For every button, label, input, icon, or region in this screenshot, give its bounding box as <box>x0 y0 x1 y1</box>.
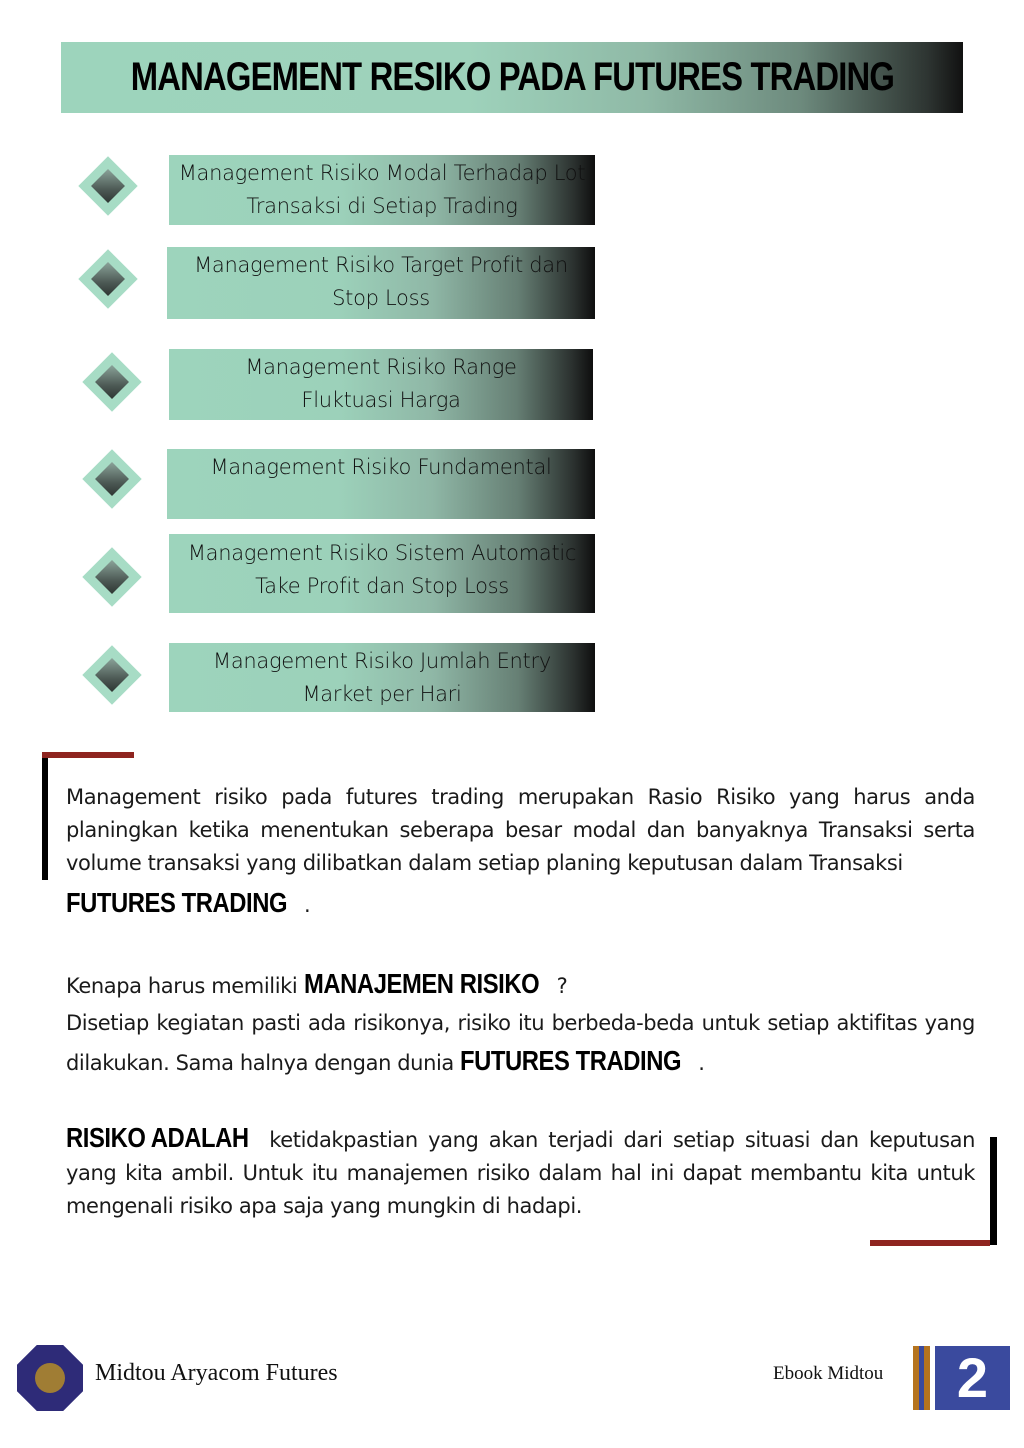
emphasis-manajemen-risiko: MANAJEMEN RISIKO <box>303 968 539 999</box>
list-item-line1: Management Risiko Range <box>245 355 517 379</box>
intro-paragraph <box>66 781 975 922</box>
emphasis-futures-trading: FUTURES TRADING <box>460 1045 682 1076</box>
question-line <box>66 967 975 1003</box>
diamond-bullet-icon <box>82 352 141 411</box>
period: . <box>698 1051 705 1075</box>
list-item <box>169 643 595 712</box>
diamond-bullet-icon <box>78 249 137 308</box>
list-item-line1: Management Risiko Target Profit dan <box>194 253 568 277</box>
bracket-left-divider <box>42 758 48 880</box>
diamond-bullet-icon <box>78 156 137 215</box>
emphasis-risiko-adalah: RISIKO ADALAH <box>66 1122 249 1153</box>
diamond-bullet-icon <box>82 645 141 704</box>
question-mark: ? <box>550 974 568 998</box>
list-item-line1: Management Risiko Sistem Automatic <box>187 541 577 565</box>
diamond-bullet-icon <box>82 449 141 508</box>
list-item <box>169 534 595 613</box>
list-item <box>169 349 593 420</box>
list-item-line2: Take Profit dan Stop Loss <box>255 574 509 598</box>
period: . <box>304 893 311 917</box>
list-item-line1: Management Risiko Jumlah Entry <box>213 649 551 673</box>
company-name: Midtou Aryacom Futures <box>95 1360 338 1386</box>
list-item <box>167 247 595 319</box>
reason-paragraph <box>66 1004 975 1082</box>
page-number: 2 <box>935 1346 1010 1410</box>
list-item-line2: Market per Hari <box>302 682 462 706</box>
list-item <box>167 449 595 519</box>
question-prefix: Kenapa harus memiliki <box>66 974 304 998</box>
bracket-right-divider <box>990 1137 997 1245</box>
list-item-line1: Management Risiko Modal Terhadap Lot <box>178 161 586 185</box>
list-item <box>169 155 595 225</box>
page-title: MANAGEMENT RESIKO PADA FUTURES TRADING <box>130 55 894 99</box>
list-item-line2: Transaksi di Setiap Trading <box>246 194 518 218</box>
list-item-line2: Stop Loss <box>332 286 430 310</box>
bracket-top-divider <box>42 752 134 758</box>
intro-text: Management risiko pada futures trading merupakan Rasio Risiko yang harus anda planingkan ketika menentukan seberapa besar modal dan banyaknya Transaksi serta volume transaksi yang dilibatkan dalam setiap planing keputusan dalam Transaksi <box>66 785 975 875</box>
list-item-line1: Management Risiko Fundamental <box>210 455 552 479</box>
company-logo-icon <box>17 1345 83 1411</box>
ebook-label: Ebook Midtou <box>773 1363 884 1384</box>
diamond-bullet-icon <box>82 547 141 606</box>
definition-paragraph <box>66 1121 975 1223</box>
emphasis-futures-trading: FUTURES TRADING <box>66 887 288 918</box>
bracket-bottom-divider <box>870 1240 990 1246</box>
definition-text: ketidakpastian yang akan terjadi dari setiap situasi dan keputusan yang kita ambil. Untuk itu manajemen risiko dalam hal ini dapat membantu kita untuk mengenali risiko apa saja yang mungkin di hadapi. <box>66 1128 975 1218</box>
title-banner <box>61 42 963 113</box>
reason-text: Disetiap kegiatan pasti ada risikonya, risiko itu berbeda-beda untuk setiap aktifitas yang dilakukan. Sama halnya dengan dunia <box>66 1011 975 1075</box>
list-item-line2: Fluktuasi Harga <box>301 388 461 412</box>
